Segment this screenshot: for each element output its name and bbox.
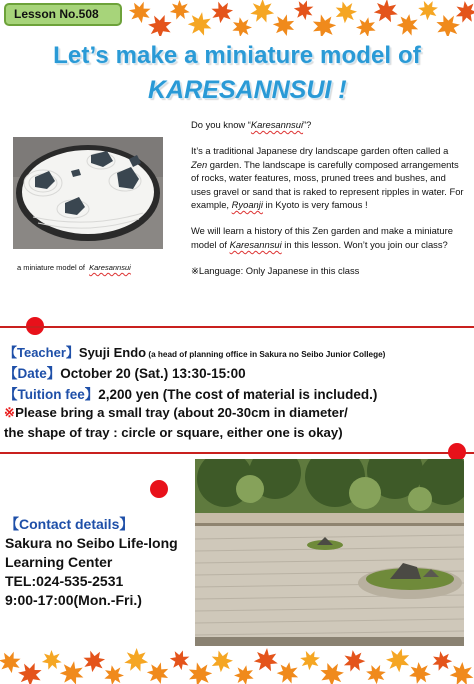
bring-row-2: the shape of tray : circle or square, either one is okay): [4, 425, 343, 440]
maple-leaf-border-bottom: [0, 648, 474, 684]
lesson-number-badge: Lesson No.508: [4, 3, 122, 26]
intro-invitation: We will learn a history of this Zen garden and make a miniature model of Karesannsui in this lesson. Won’t you join our class?: [191, 225, 453, 250]
teacher-row: 【Teacher】Syuji Endo (a head of planning office in Sakura no Seibo Junior College): [4, 345, 386, 360]
miniature-model-photo: [13, 137, 163, 249]
date-row: 【Date】October 20 (Sat.) 13:30-15:00: [4, 366, 246, 381]
contact-details: [5, 515, 178, 610]
intro-question: Do you know “Karesannsui”?: [191, 119, 312, 130]
miniature-model-illustration: [13, 137, 163, 249]
bring-row-1: ※Please bring a small tray (about 20-30cm in diameter/: [4, 405, 348, 420]
contact-org-line1: Sakura no Seibo Life-long: [5, 535, 178, 551]
zen-garden-photo: [195, 459, 464, 646]
divider-line: [0, 452, 474, 454]
maple-leaf-icon-row: [0, 648, 474, 684]
intro-text: [191, 118, 466, 291]
divider-line: [0, 326, 474, 328]
photo-caption: [17, 263, 131, 272]
zen-garden-illustration: [195, 459, 464, 646]
page-title-line1: Let’s make a miniature model of: [53, 42, 421, 69]
contact-hours: 9:00-17:00(Mon.-Fri.): [5, 592, 142, 608]
caption-word: Karesannsui: [89, 263, 131, 272]
page-title-line2: KARESANNSUI !: [148, 76, 347, 104]
contact-phone: TEL:024-535-2531: [5, 573, 124, 589]
tuition-row: 【Tuition fee】2,200 yen (The cost of material is included.): [4, 387, 378, 402]
language-note: ※Language: Only Japanese in this class: [191, 265, 360, 277]
red-dot-middle: [150, 480, 168, 498]
contact-org-line2: Learning Center: [5, 554, 113, 570]
caption-prefix: a miniature model of: [17, 263, 85, 272]
contact-label: 【Contact details】: [5, 516, 134, 532]
intro-description: It’s a traditional Japanese dry landscape garden often called a Zen garden. The landscape is carefully composed arrangements of rocks, water features, moss, pruned trees and bushes, and uses gravel or sand that is raked to represent ripples in water. For example, Ryoanji in Kyoto is very famous !: [191, 145, 464, 211]
